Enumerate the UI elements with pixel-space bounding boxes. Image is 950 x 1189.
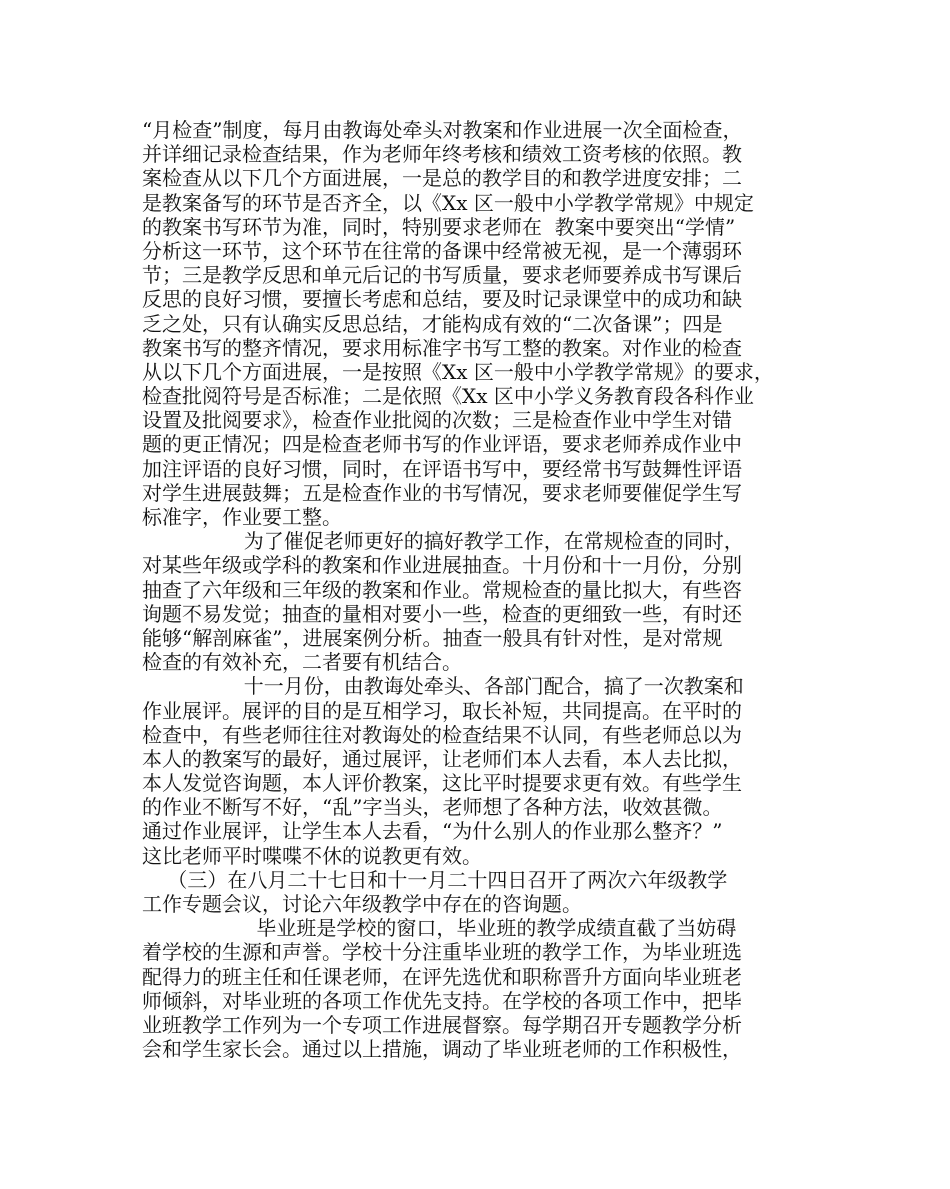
text-line: 作业展评。展评的目的是互相学习，取长补短，共同提高。在平时的 (142, 698, 742, 723)
text-line: 的教案书写环节为准，同时，特别要求老师在 教案中要突出“学情” (142, 214, 736, 239)
text-line: 案检查从以下几个方面进展，一是总的教学目的和教学进度安排；二 (142, 166, 742, 191)
text-line: 这比老师平时喋喋不休的说教更有效。 (142, 843, 482, 868)
text-line: 抽查了六年级和三年级的教案和作业。常规检查的量比拟大，有些咨 (142, 577, 742, 602)
text-line: 能够“解剖麻雀”，进展案例分析。抽查一般具有针对性，是对常规 (142, 625, 723, 650)
text-line: 为了催促老师更好的搞好教学工作，在常规检查的同时， (142, 529, 744, 554)
text-line: 标准字，作业要工整。 (142, 505, 342, 529)
text-line: 检查批阅符号是否标准；二是依照《Xx 区中小学义务教育段各科作业 (142, 384, 754, 409)
text-line: 毕业班是学校的窗口，毕业班的教学成绩直截了当妨碍 (142, 916, 737, 941)
text-line: 检查中，有些老师往往对教诲处的检查结果不认同，有些老师总以为 (142, 722, 742, 747)
text-line: 通过作业展评，让学生本人去看，“为什么别人的作业那么整齐？” (142, 819, 723, 844)
text-line: 业班教学工作列为一个专项工作进展督察。每学期召开专题教学分析 (142, 1012, 742, 1037)
text-line: 题的更正情况；四是检查老师书写的作业评语，要求老师养成作业中 (142, 432, 742, 457)
text-line: 反思的良好习惯，要擅长考虑和总结，要及时记录课堂中的成功和缺 (142, 287, 742, 312)
text-line: 加注评语的良好习惯，同时，在评语书写中，要经常书写鼓舞性评语 (142, 456, 742, 481)
body-text (142, 118, 842, 1061)
text-line: 本人发觉咨询题，本人评价教案，这比平时提要求更有效。有些学生 (142, 771, 742, 796)
text-line: 节；三是教学反思和单元后记的书写质量，要求老师要养成书写课后 (142, 263, 742, 288)
text-line: 着学校的生源和声誉。学校十分注重毕业班的教学工作，为毕业班选 (142, 940, 742, 965)
text-line: 配得力的班主任和任课老师，在评先选优和职称晋升方面向毕业班老 (142, 964, 742, 989)
text-line: 教案书写的整齐情况，要求用标准字书写工整的教案。对作业的检查 (142, 335, 742, 360)
text-line: 从以下几个方面进展，一是按照《Xx 区一般中小学教学常规》的要求， (142, 359, 774, 384)
text-line: 本人的教案写的最好，通过展评，让老师们本人去看，本人去比拟， (142, 746, 742, 771)
text-line: 对某些年级或学科的教案和作业进展抽查。十月份和十一月份，分别 (142, 553, 742, 578)
text-line: 检查的有效补充，二者要有机结合。 (142, 650, 462, 675)
text-line: 工作专题会议，讨论六年级教学中存在的咨询题。 (142, 892, 582, 916)
text-line: 的作业不断写不好，“乱”字当头，老师想了各种方法，收效甚微。 (142, 795, 723, 820)
text-line: 并详细记录检查结果，作为老师年终考核和绩效工资考核的依照。教 (142, 142, 742, 167)
text-line: （三）在八月二十七日和十一月二十四日召开了两次六年级教学 (142, 867, 728, 892)
text-line: 对学生进展鼓舞；五是检查作业的书写情况，要求老师要催促学生写 (142, 480, 742, 505)
text-line: 师倾斜，对毕业班的各项工作优先支持。在学校的各项工作中，把毕 (142, 988, 742, 1013)
text-line: 是教案备写的环节是否齐全，以《Xx 区一般中小学教学常规》中规定 (142, 190, 754, 215)
text-line: 分析这一环节，这个环节在往常的备课中经常被无视，是一个薄弱环 (142, 238, 742, 263)
text-line: 乏之处，只有认确实反思总结，才能构成有效的“二次备课”；四是 (142, 311, 723, 336)
text-line: “月检查”制度，每月由教诲处牵头对教案和作业进展一次全面检查， (142, 118, 743, 142)
text-line: 询题不易发觉；抽查的量相对要小一些，检查的更细致一些，有时还 (142, 601, 742, 626)
text-line: 设置及批阅要求》，检查作业批阅的次数；三是检查作业中学生对错 (142, 408, 732, 433)
text-line: 会和学生家长会。通过以上措施，调动了毕业班老师的工作积极性， (142, 1037, 742, 1062)
text-line: 十一月份，由教诲处牵头、各部门配合，搞了一次教案和 (142, 674, 744, 699)
